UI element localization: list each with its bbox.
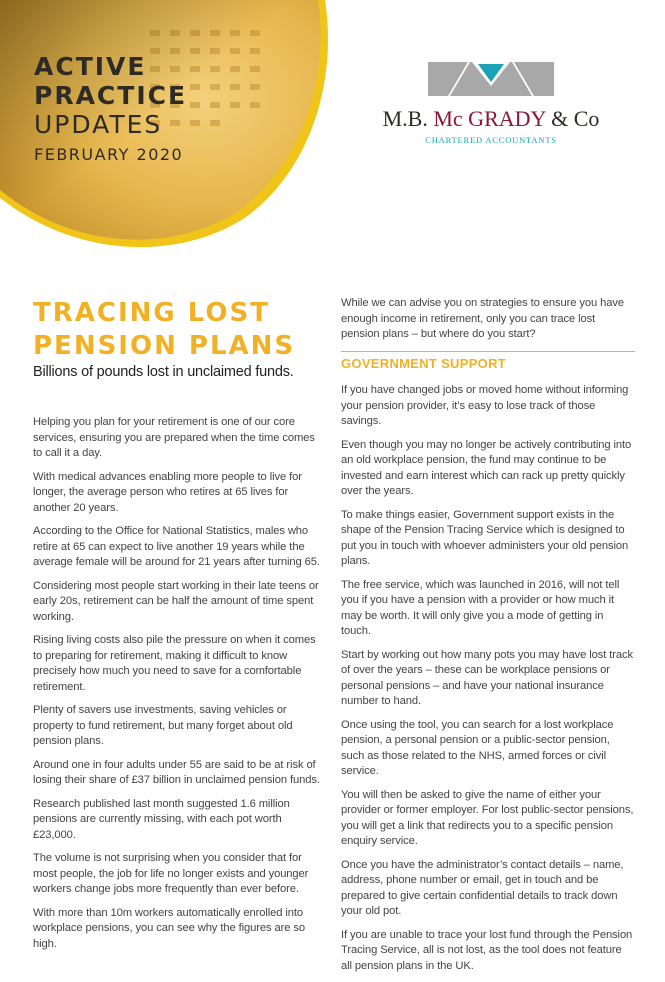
paragraph: If you have changed jobs or moved home without informing your pension provider, it’s easy to lose track of those savings. xyxy=(341,384,629,427)
article-right-column xyxy=(341,296,635,982)
company-subtitle: CHARTERED ACCOUNTANTS xyxy=(425,135,557,145)
company-name-prefix: M.B. xyxy=(382,106,434,131)
company-logo xyxy=(380,62,602,152)
company-name-suffix: & Co xyxy=(545,106,600,131)
paragraph: Rising living costs also pile the pressure on when it comes to preparing for retirement, making it difficult to know precisely how much you need to save for a comfortable retirement. xyxy=(33,634,316,693)
paragraph: The volume is not surprising when you consider that for most people, the job for life no longer exists and younger workers change jobs more frequently than ever before. xyxy=(33,852,309,895)
article-subtitle: Billions of pounds lost in unclaimed funds. xyxy=(33,364,294,380)
title-line-active: ACTIVE xyxy=(34,52,147,81)
paragraph: With more than 10m workers automatically enrolled into workplace pensions, you can see why the figures are so high. xyxy=(33,906,305,950)
paragraph: Helping you plan for your retirement is one of our core services, ensuring you are prepared when the time comes to call it a day. xyxy=(33,416,315,459)
paragraph: You will then be asked to give the name of either your provider or former employer. For lost public-sector pensions, you will get a link that redirects you to a specific pension enquiry service. xyxy=(341,788,634,847)
logo-mark-icon xyxy=(428,62,554,96)
paragraph: According to the Office for National Statistics, males who retire at 65 can expect to live another 19 years while the average female will be around for 21 years after turning 65. xyxy=(33,525,320,568)
article-title: TRACING LOST PENSION PLANS xyxy=(33,298,296,361)
paragraph: Start by working out how many pots you may have lost track of over the years – these can be workplace pensions or personal pensions – and have your national insurance number to hand. xyxy=(341,648,634,707)
title-line-practice: PRACTICE xyxy=(34,81,188,110)
issue-date: FEBRUARY 2020 xyxy=(34,145,184,164)
paragraph: With medical advances enabling more people to live for longer, the average person who retires at 65 lives for another 20 years. xyxy=(33,470,302,514)
paragraph: Around one in four adults under 55 are said to be at risk of losing their share of £37 billion in unclaimed pension funds. xyxy=(33,758,320,786)
paragraph: Even though you may no longer be actively contributing into an old workplace pension, the fund may continue to be invested and earn interest which can rack up pretty quickly over the years. xyxy=(341,438,632,497)
paragraph: Once you have the administrator’s contact details – name, address, phone number or email, get in touch and be prepared to give certain confidential details to track down your old pot. xyxy=(341,858,624,917)
paragraph: The free service, which was launched in 2016, will not tell you if you have a pension with a provider or how much it may be worth. It will only give you a mode of getting in touch. xyxy=(341,578,620,637)
article-left-column xyxy=(33,415,326,960)
paragraph: To make things easier, Government support exists in the shape of the Pension Tracing Service which is designed to put you in touch with whoever administers your old pension plans. xyxy=(341,508,629,567)
paragraph: Considering most people start working in their late teens or early 20s, retirement can be half the amount of time spent working. xyxy=(33,579,319,623)
newsletter-title xyxy=(34,52,187,164)
section-heading-government-support: GOVERNMENT SUPPORT xyxy=(341,351,635,372)
header-banner xyxy=(0,0,330,262)
title-line-updates: UPDATES xyxy=(34,110,163,139)
intro-paragraph: While we can advise you on strategies to ensure you have enough income in retirement, only you can trace lost pension plans – but where do you start? xyxy=(341,297,624,340)
paragraph: Plenty of savers use investments, saving vehicles or property to fund retirement, but many forget about old pension plans. xyxy=(33,704,293,747)
company-name-main: Mc GRADY xyxy=(433,106,546,131)
paragraph: Once using the tool, you can search for a lost workplace pension, a personal pension or a public-sector pension, such as those related to the NHS, armed forces or civil service. xyxy=(341,718,614,777)
paragraph: Research published last month suggested 1.6 million pensions are currently missing, with each pot worth £23,000. xyxy=(33,797,290,841)
paragraph: If you are unable to trace your lost fund through the Pension Tracing Service, all is not lost, as the tool does not feature all pension plans in the UK. xyxy=(341,928,633,972)
company-name xyxy=(380,106,602,132)
